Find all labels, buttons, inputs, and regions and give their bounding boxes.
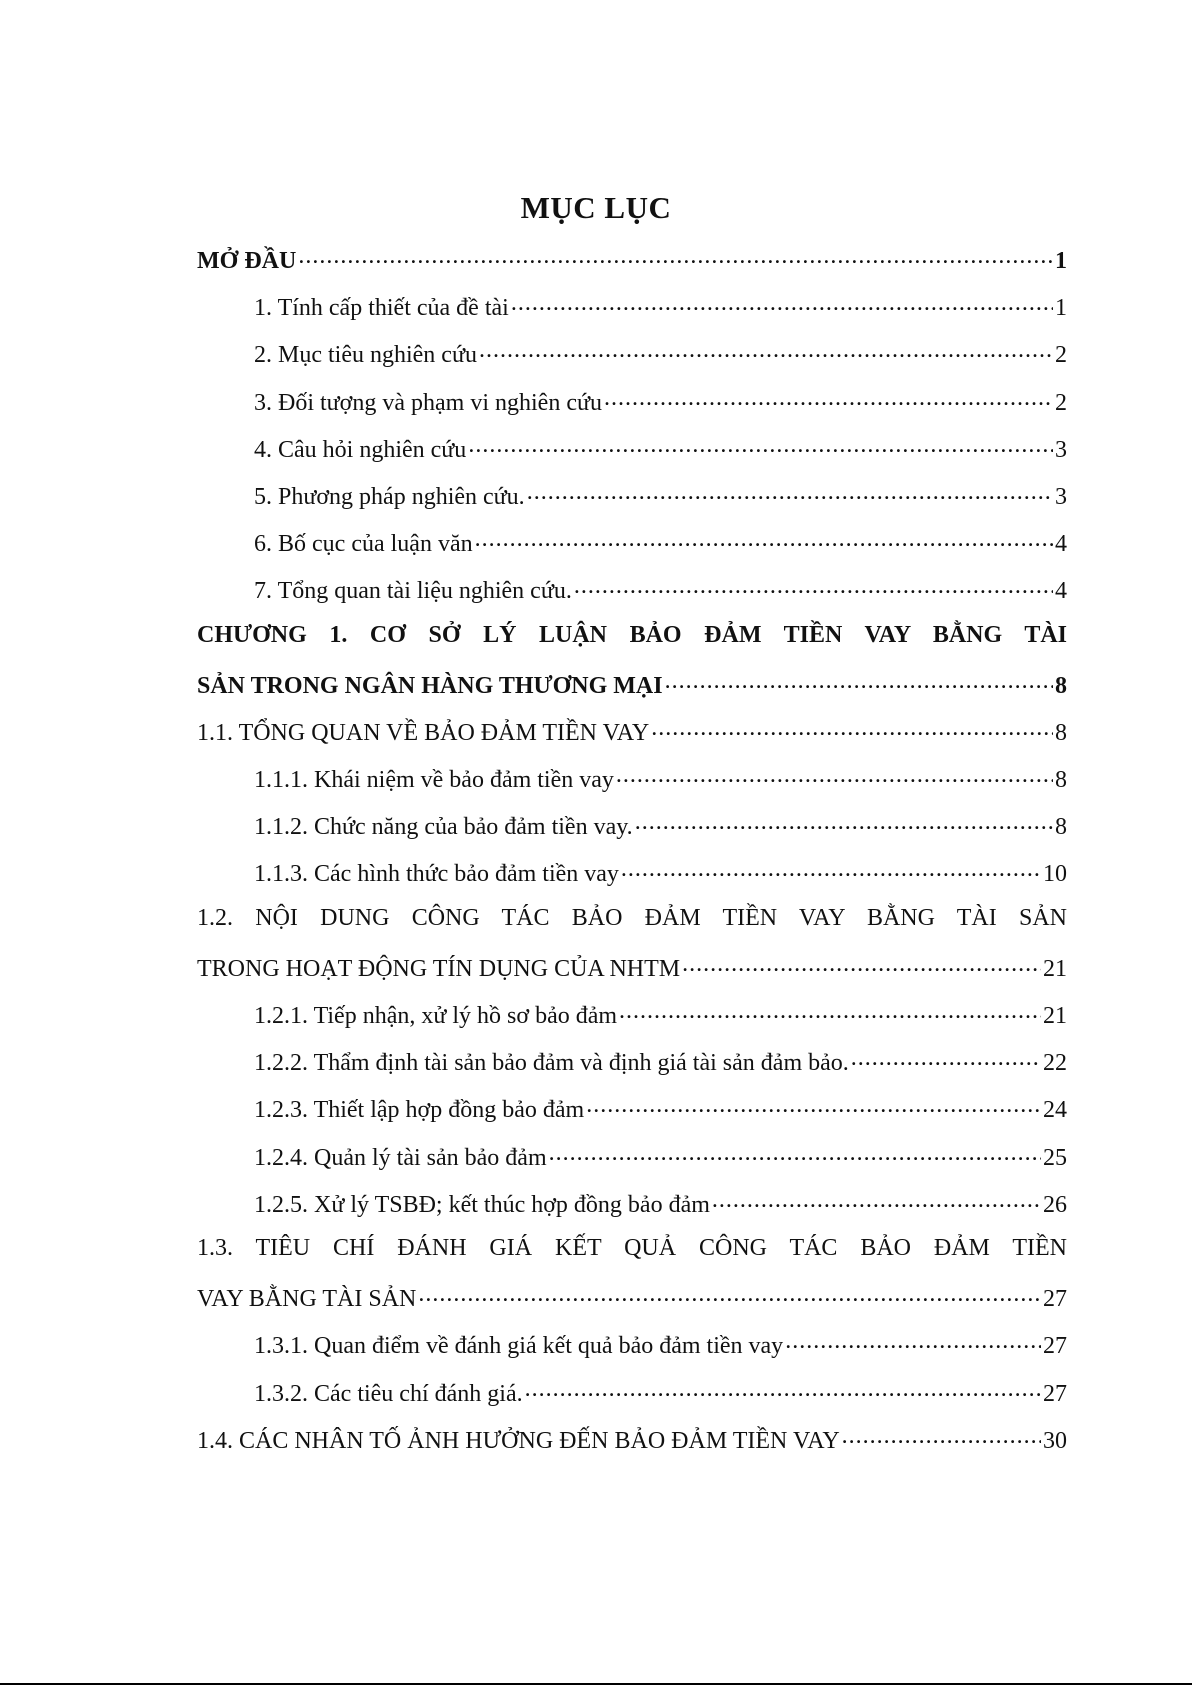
dot-leader xyxy=(549,1141,1041,1165)
dot-leader xyxy=(682,952,1041,976)
dot-leader xyxy=(842,1424,1041,1448)
toc-title: MỤC LỤC xyxy=(520,190,672,225)
toc-entry-page: 8 xyxy=(1055,767,1067,794)
toc-entry-text: SẢN TRONG NGÂN HÀNG THƯƠNG MẠI xyxy=(197,672,663,699)
toc-entry-text: 1.1.2. Chức năng của bảo đảm tiền vay. xyxy=(254,814,633,841)
toc-entry-text: 1.2.2. Thẩm định tài sản bảo đảm và định giá tài sản đảm bảo. xyxy=(254,1050,849,1077)
toc-entry[interactable] xyxy=(197,857,1067,904)
dot-leader xyxy=(619,999,1041,1023)
dot-leader xyxy=(635,810,1053,834)
dot-leader xyxy=(525,1377,1041,1401)
toc-entry-text: 7. Tổng quan tài liệu nghiên cứu. xyxy=(254,578,572,605)
toc-entry-text: 3. Đối tượng và phạm vi nghiên cứu xyxy=(254,389,602,416)
toc-entry[interactable] xyxy=(197,716,1067,763)
toc-entry-page: 22 xyxy=(1043,1050,1067,1077)
dot-leader xyxy=(479,338,1053,362)
toc-entry-page: 3 xyxy=(1055,483,1067,510)
toc-entry-text: 1.1.1. Khái niệm về bảo đảm tiền vay xyxy=(254,767,614,794)
toc-entry[interactable] xyxy=(197,1377,1067,1424)
toc-entry[interactable] xyxy=(197,1188,1067,1235)
toc-entry[interactable] xyxy=(197,1424,1067,1471)
toc-entry-first-line[interactable]: 1.2. NỘI DUNG CÔNG TÁC BẢO ĐẢM TIỀN VAY BẰNG TÀI SẢN xyxy=(197,904,1067,931)
toc-entry-text: 1.2.3. Thiết lập hợp đồng bảo đảm xyxy=(254,1097,585,1124)
dot-leader xyxy=(475,527,1053,551)
toc-entry-page: 8 xyxy=(1055,814,1067,841)
toc-entry[interactable] xyxy=(197,291,1067,338)
toc-entry-text: TRONG HOẠT ĐỘNG TÍN DỤNG CỦA NHTM xyxy=(197,955,681,982)
toc-entry-first-line[interactable]: 1.3. TIÊU CHÍ ĐÁNH GIÁ KẾT QUẢ CÔNG TÁC BẢO ĐẢM TIỀN xyxy=(197,1234,1067,1261)
dot-leader xyxy=(785,1329,1041,1353)
toc-entry-page: 2 xyxy=(1055,342,1067,369)
toc-entry[interactable] xyxy=(197,1046,1067,1093)
toc-entry[interactable] xyxy=(197,386,1067,433)
toc-entry-page: 4 xyxy=(1055,578,1067,605)
dot-leader xyxy=(616,763,1053,787)
toc-entry-text: 2. Mục tiêu nghiên cứu xyxy=(254,342,477,369)
dot-leader xyxy=(621,857,1041,881)
toc-entry-text: 5. Phương pháp nghiên cứu. xyxy=(254,483,525,510)
toc-entry-first-line[interactable]: CHƯƠNG 1. CƠ SỞ LÝ LUẬN BẢO ĐẢM TIỀN VAY BẰNG TÀI xyxy=(197,621,1067,648)
toc-entry-page: 3 xyxy=(1055,436,1067,463)
dot-leader xyxy=(574,574,1053,598)
dot-leader xyxy=(511,291,1053,315)
toc-entry-text: 1.1.3. Các hình thức bảo đảm tiền vay xyxy=(254,861,619,888)
toc-entry[interactable] xyxy=(197,810,1067,857)
toc-entry[interactable] xyxy=(197,669,1067,716)
toc-entry-page: 4 xyxy=(1055,531,1067,558)
toc-entry[interactable] xyxy=(197,1282,1067,1329)
toc-entry[interactable] xyxy=(197,999,1067,1046)
toc-entry[interactable] xyxy=(197,1093,1067,1140)
toc-entry-page: 1 xyxy=(1055,248,1067,274)
toc-entry-text: 1.1. TỔNG QUAN VỀ BẢO ĐẢM TIỀN VAY xyxy=(197,719,650,746)
dot-leader xyxy=(712,1188,1041,1212)
toc-entry-text: MỞ ĐẦU xyxy=(197,248,297,274)
toc-entry-page: 10 xyxy=(1043,861,1067,888)
toc-entry-page: 24 xyxy=(1043,1097,1067,1124)
toc-entry-page: 30 xyxy=(1043,1427,1067,1454)
dot-leader xyxy=(298,244,1053,268)
toc-entry-text: 6. Bố cục của luận văn xyxy=(254,531,473,558)
toc-entry-page: 25 xyxy=(1043,1144,1067,1171)
dot-leader xyxy=(586,1093,1041,1117)
toc-entry[interactable] xyxy=(197,244,1067,291)
toc-entry-text: 1.2.1. Tiếp nhận, xử lý hồ sơ bảo đảm xyxy=(254,1003,618,1029)
toc-entry[interactable] xyxy=(197,952,1067,999)
toc-entry[interactable] xyxy=(197,763,1067,810)
dot-leader xyxy=(851,1046,1041,1070)
dot-leader xyxy=(665,669,1053,693)
toc-entry[interactable] xyxy=(197,574,1067,621)
toc-entry-text: 1. Tính cấp thiết của đề tài xyxy=(254,295,509,322)
dot-leader xyxy=(418,1282,1041,1306)
toc-entry-page: 8 xyxy=(1055,719,1067,746)
toc-entry-page: 1 xyxy=(1055,295,1067,322)
toc-entry-page: 27 xyxy=(1043,1333,1067,1360)
toc-entry-text: 1.2.4. Quản lý tài sản bảo đảm xyxy=(254,1144,547,1171)
toc-entry-page: 21 xyxy=(1043,955,1067,982)
toc-entry-text: 1.2.5. Xử lý TSBĐ; kết thúc hợp đồng bảo đảm xyxy=(254,1191,710,1218)
toc-entry[interactable] xyxy=(197,1329,1067,1376)
toc-entry-page: 21 xyxy=(1043,1003,1067,1029)
toc-entry-page: 26 xyxy=(1043,1191,1067,1218)
toc-entry[interactable] xyxy=(197,480,1067,527)
toc-entry[interactable] xyxy=(197,338,1067,385)
toc-entry-text: 4. Câu hỏi nghiên cứu xyxy=(254,436,467,463)
dot-leader xyxy=(468,433,1053,457)
toc-entry-page: 27 xyxy=(1043,1380,1067,1407)
toc-entry-text: 1.4. CÁC NHÂN TỐ ẢNH HƯỞNG ĐẾN BẢO ĐẢM TIỀN VAY xyxy=(197,1427,840,1454)
dot-leader xyxy=(604,386,1053,410)
toc-entry-text: 1.3.2. Các tiêu chí đánh giá. xyxy=(254,1380,523,1407)
table-of-contents xyxy=(197,244,1067,1471)
toc-entry[interactable] xyxy=(197,527,1067,574)
dot-leader xyxy=(651,716,1053,740)
toc-entry-text: VAY BẰNG TÀI SẢN xyxy=(197,1286,417,1313)
toc-entry-page: 27 xyxy=(1043,1286,1067,1313)
toc-entry[interactable] xyxy=(197,433,1067,480)
toc-entry-text: 1.3.1. Quan điểm về đánh giá kết quả bảo đảm tiền vay xyxy=(254,1333,784,1360)
toc-entry[interactable] xyxy=(197,1141,1067,1188)
toc-entry-page: 2 xyxy=(1055,389,1067,416)
dot-leader xyxy=(527,480,1053,504)
toc-entry-page: 8 xyxy=(1055,672,1067,699)
